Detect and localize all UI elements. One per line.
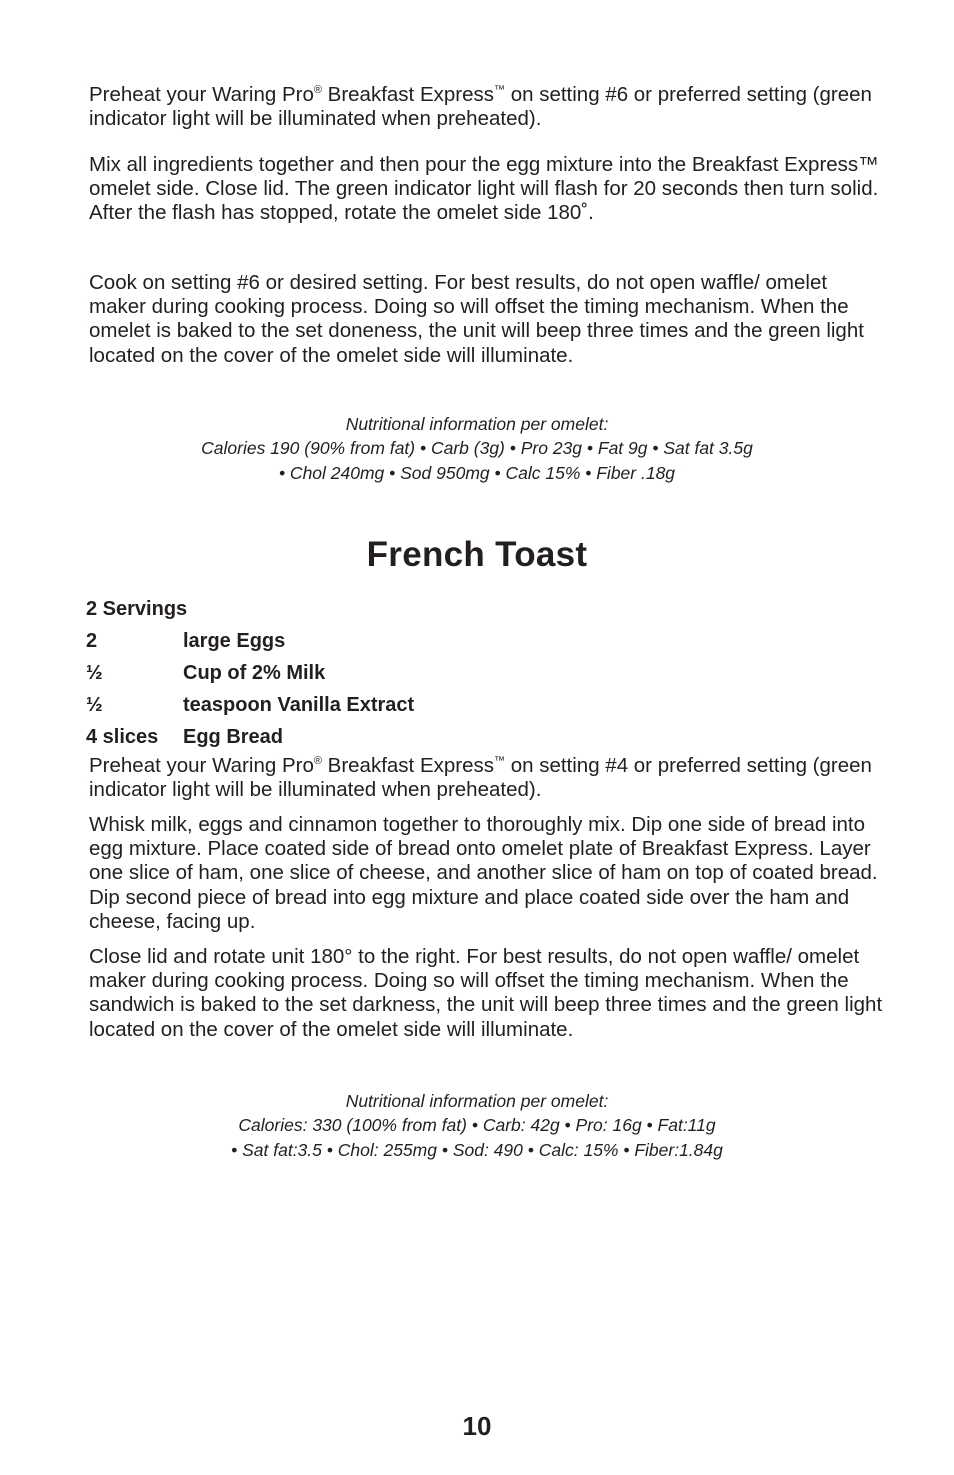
- trademark-mark: ™: [494, 755, 505, 768]
- recipe-title: French Toast: [366, 535, 588, 574]
- ingredient-qty: 2: [86, 630, 98, 652]
- text-segment: Breakfast Express: [321, 83, 494, 106]
- page-number: 10: [462, 1411, 492, 1441]
- ingredient-item: teaspoon Vanilla Extract: [183, 694, 415, 716]
- recipe-whisk-paragraph: Whisk milk, eggs and cinnamon together to thoroughly mix. Dip one side of bread into egg mixture. Place coated side of bread onto omelet plate of Breakfast Express. Layer one slice of ham, one slice of cheese, and another slice of ham on top of coated bread. Dip second piece of bread into egg mixture and place coated side over the ham and cheese, facing up.: [89, 813, 878, 933]
- intro-mix-paragraph: Mix all ingredients together and then pour the egg mixture into the Breakfast Express™ omelet side. Close lid. The green indicator light will flash for 20 seconds then turn solid. After the flash has stopped, rotate the omelet side 180˚.: [89, 153, 879, 225]
- ingredient-row: [86, 660, 786, 686]
- nutrition-heading: Nutritional information per omelet:: [345, 414, 609, 434]
- nutrition-heading: Nutritional information per omelet:: [345, 1091, 609, 1111]
- intro-preheat-paragraph: [89, 83, 889, 131]
- ingredient-item: Cup of 2% Milk: [183, 662, 326, 684]
- text-segment: Breakfast Express: [321, 754, 494, 777]
- ingredient-qty: ½: [86, 694, 103, 716]
- nutrition-line: Calories 190 (90% from fat) • Carb (3g) • Pro 23g • Fat 9g • Sat fat 3.5g: [201, 438, 753, 459]
- ingredient-row: [86, 692, 786, 718]
- recipe-close-lid-paragraph: Close lid and rotate unit 180° to the right. For best results, do not open waffle/ omelet maker during cooking process. Doing so will offset the timing mechanism. When the sandwich is baked to the set darkness, the unit will beep three times and the green light located on the cover of the omelet side will illuminate.: [89, 945, 883, 1041]
- ingredient-qty: 4 slices: [86, 726, 159, 748]
- servings-label: 2 Servings: [86, 598, 188, 620]
- registered-mark: ®: [313, 84, 322, 97]
- text-segment: Preheat your Waring Pro: [89, 83, 314, 106]
- intro-cook-paragraph: Cook on setting #6 or desired setting. For best results, do not open waffle/ omelet maker during cooking process. Doing so will offset the timing mechanism. When the omelet is baked to the set doneness, the unit will beep three times and the green light located on the cover of the omelet side will illuminate.: [89, 271, 864, 367]
- nutrition-line: • Chol 240mg • Sod 950mg • Calc 15% • Fiber .18g: [278, 462, 676, 483]
- text-segment: on setting #4 or preferred setting (green indicator light will be illuminated when preheated).: [89, 754, 872, 802]
- ingredient-item: Egg Bread: [183, 726, 284, 748]
- trademark-mark: ™: [494, 84, 505, 97]
- recipe-preheat-paragraph: [89, 754, 889, 802]
- ingredient-qty: ½: [86, 662, 103, 684]
- ingredient-row: [86, 724, 786, 750]
- text-segment: on setting #6 or preferred setting (green indicator light will be illuminated when preheated).: [89, 83, 872, 131]
- ingredient-row: [86, 628, 786, 654]
- nutrition-line: Calories: 330 (100% from fat) • Carb: 42g • Pro: 16g • Fat:11g: [238, 1115, 716, 1136]
- registered-mark: ®: [313, 755, 322, 768]
- nutrition-line: • Sat fat:3.5 • Chol: 255mg • Sod: 490 • Calc: 15% • Fiber:1.84g: [231, 1139, 723, 1160]
- nutrition-info-french-toast: [0, 1089, 954, 1162]
- text-segment: Preheat your Waring Pro: [89, 754, 314, 777]
- ingredient-item: large Eggs: [183, 630, 286, 652]
- nutrition-info-omelet: [0, 412, 954, 485]
